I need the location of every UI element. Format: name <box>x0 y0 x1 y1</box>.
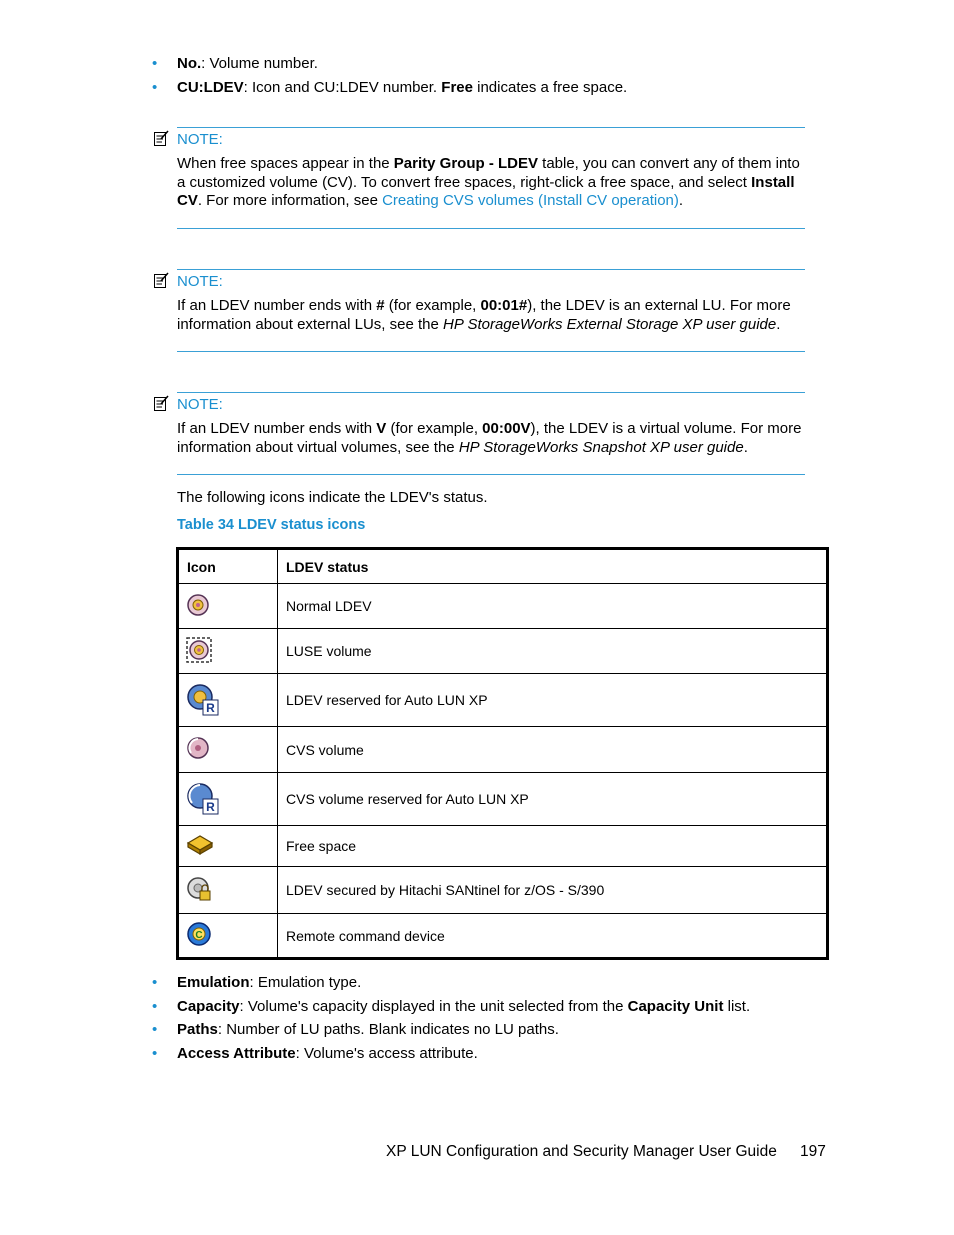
status-cell: CVS volume reserved for Auto LUN XP <box>278 773 828 826</box>
table-row <box>178 773 828 826</box>
column-header-icon: Icon <box>178 549 278 584</box>
note-text: When free spaces appear in the Parity Group - LDEV table, you can convert any of them into a customized volume (CV). To convert free spaces, right-click a free space, and select Install CV. For more information, see Creating CVS volumes (Install CV operation). <box>177 155 800 209</box>
table-caption: Table 34 LDEV status icons <box>177 517 366 533</box>
luse-volume-icon <box>186 637 212 663</box>
note-box <box>177 269 805 352</box>
table-header-row <box>178 549 828 584</box>
free-space-icon <box>186 834 214 856</box>
list-item: • CU:LDEV: Icon and CU:LDEV number. Free indicates a free space. <box>152 78 628 96</box>
note-label: NOTE: <box>177 396 223 413</box>
status-cell: Remote command device <box>278 914 828 959</box>
table-row <box>178 826 828 867</box>
list-item: • Paths: Number of LU paths. Blank indicates no LU paths. <box>152 1021 559 1038</box>
note-icon <box>153 130 170 147</box>
ldev-secured-icon <box>186 876 212 902</box>
note-icon <box>153 272 170 289</box>
footer-title: XP LUN Configuration and Security Manager User Guide <box>386 1143 777 1160</box>
list-item: • Capacity: Volume's capacity displayed in the unit selected from the Capacity Unit list. <box>152 997 751 1015</box>
table-row <box>178 727 828 773</box>
ldev-status-table <box>176 547 829 960</box>
intro-text: The following icons indicate the LDEV's status. <box>177 489 488 506</box>
remote-command-device-icon <box>186 921 212 947</box>
list-item: • No.: Volume number. <box>152 55 318 72</box>
status-cell: Free space <box>278 826 828 867</box>
page-number: 197 <box>800 1143 826 1160</box>
normal-ldev-icon <box>186 593 210 617</box>
table-row <box>178 867 828 914</box>
table-row <box>178 584 828 629</box>
bullet-list-top <box>152 52 627 99</box>
status-cell: Normal LDEV <box>278 584 828 629</box>
svg-text:C: C <box>195 930 203 941</box>
note-text: If an LDEV number ends with # (for example, 00:01#), the LDEV is an external LU. For more information about external LUs, see the HP StorageWorks External Storage XP user guide. <box>177 297 791 333</box>
list-item: • Emulation: Emulation type. <box>152 974 362 991</box>
note-text: If an LDEV number ends with V (for example, 00:00V), the LDEV is a virtual volume. For more information about virtual volumes, see the HP StorageWorks Snapshot XP user guide. <box>177 420 802 456</box>
note-label: NOTE: <box>177 273 223 290</box>
table-row <box>178 674 828 727</box>
note-label: NOTE: <box>177 131 223 148</box>
status-cell: CVS volume <box>278 727 828 773</box>
column-header-status: LDEV status <box>278 549 828 584</box>
cvs-volume-icon <box>186 736 210 760</box>
svg-text:R: R <box>206 799 215 814</box>
status-cell: LUSE volume <box>278 629 828 674</box>
cvs-reserved-auto-lun-icon <box>186 781 220 815</box>
svg-text:R: R <box>206 700 215 715</box>
table-row <box>178 914 828 959</box>
list-item: • Access Attribute: Volume's access attribute. <box>152 1044 478 1062</box>
note-box <box>177 392 805 475</box>
note-icon <box>153 395 170 412</box>
cross-reference-link[interactable]: Creating CVS volumes (Install CV operation) <box>382 192 679 209</box>
bullet-list-bottom <box>152 971 750 1065</box>
status-cell: LDEV secured by Hitachi SANtinel for z/OS - S/390 <box>278 867 828 914</box>
table-row <box>178 629 828 674</box>
status-cell: LDEV reserved for Auto LUN XP <box>278 674 828 727</box>
ldev-reserved-auto-lun-icon <box>186 682 220 716</box>
note-box <box>177 127 805 229</box>
